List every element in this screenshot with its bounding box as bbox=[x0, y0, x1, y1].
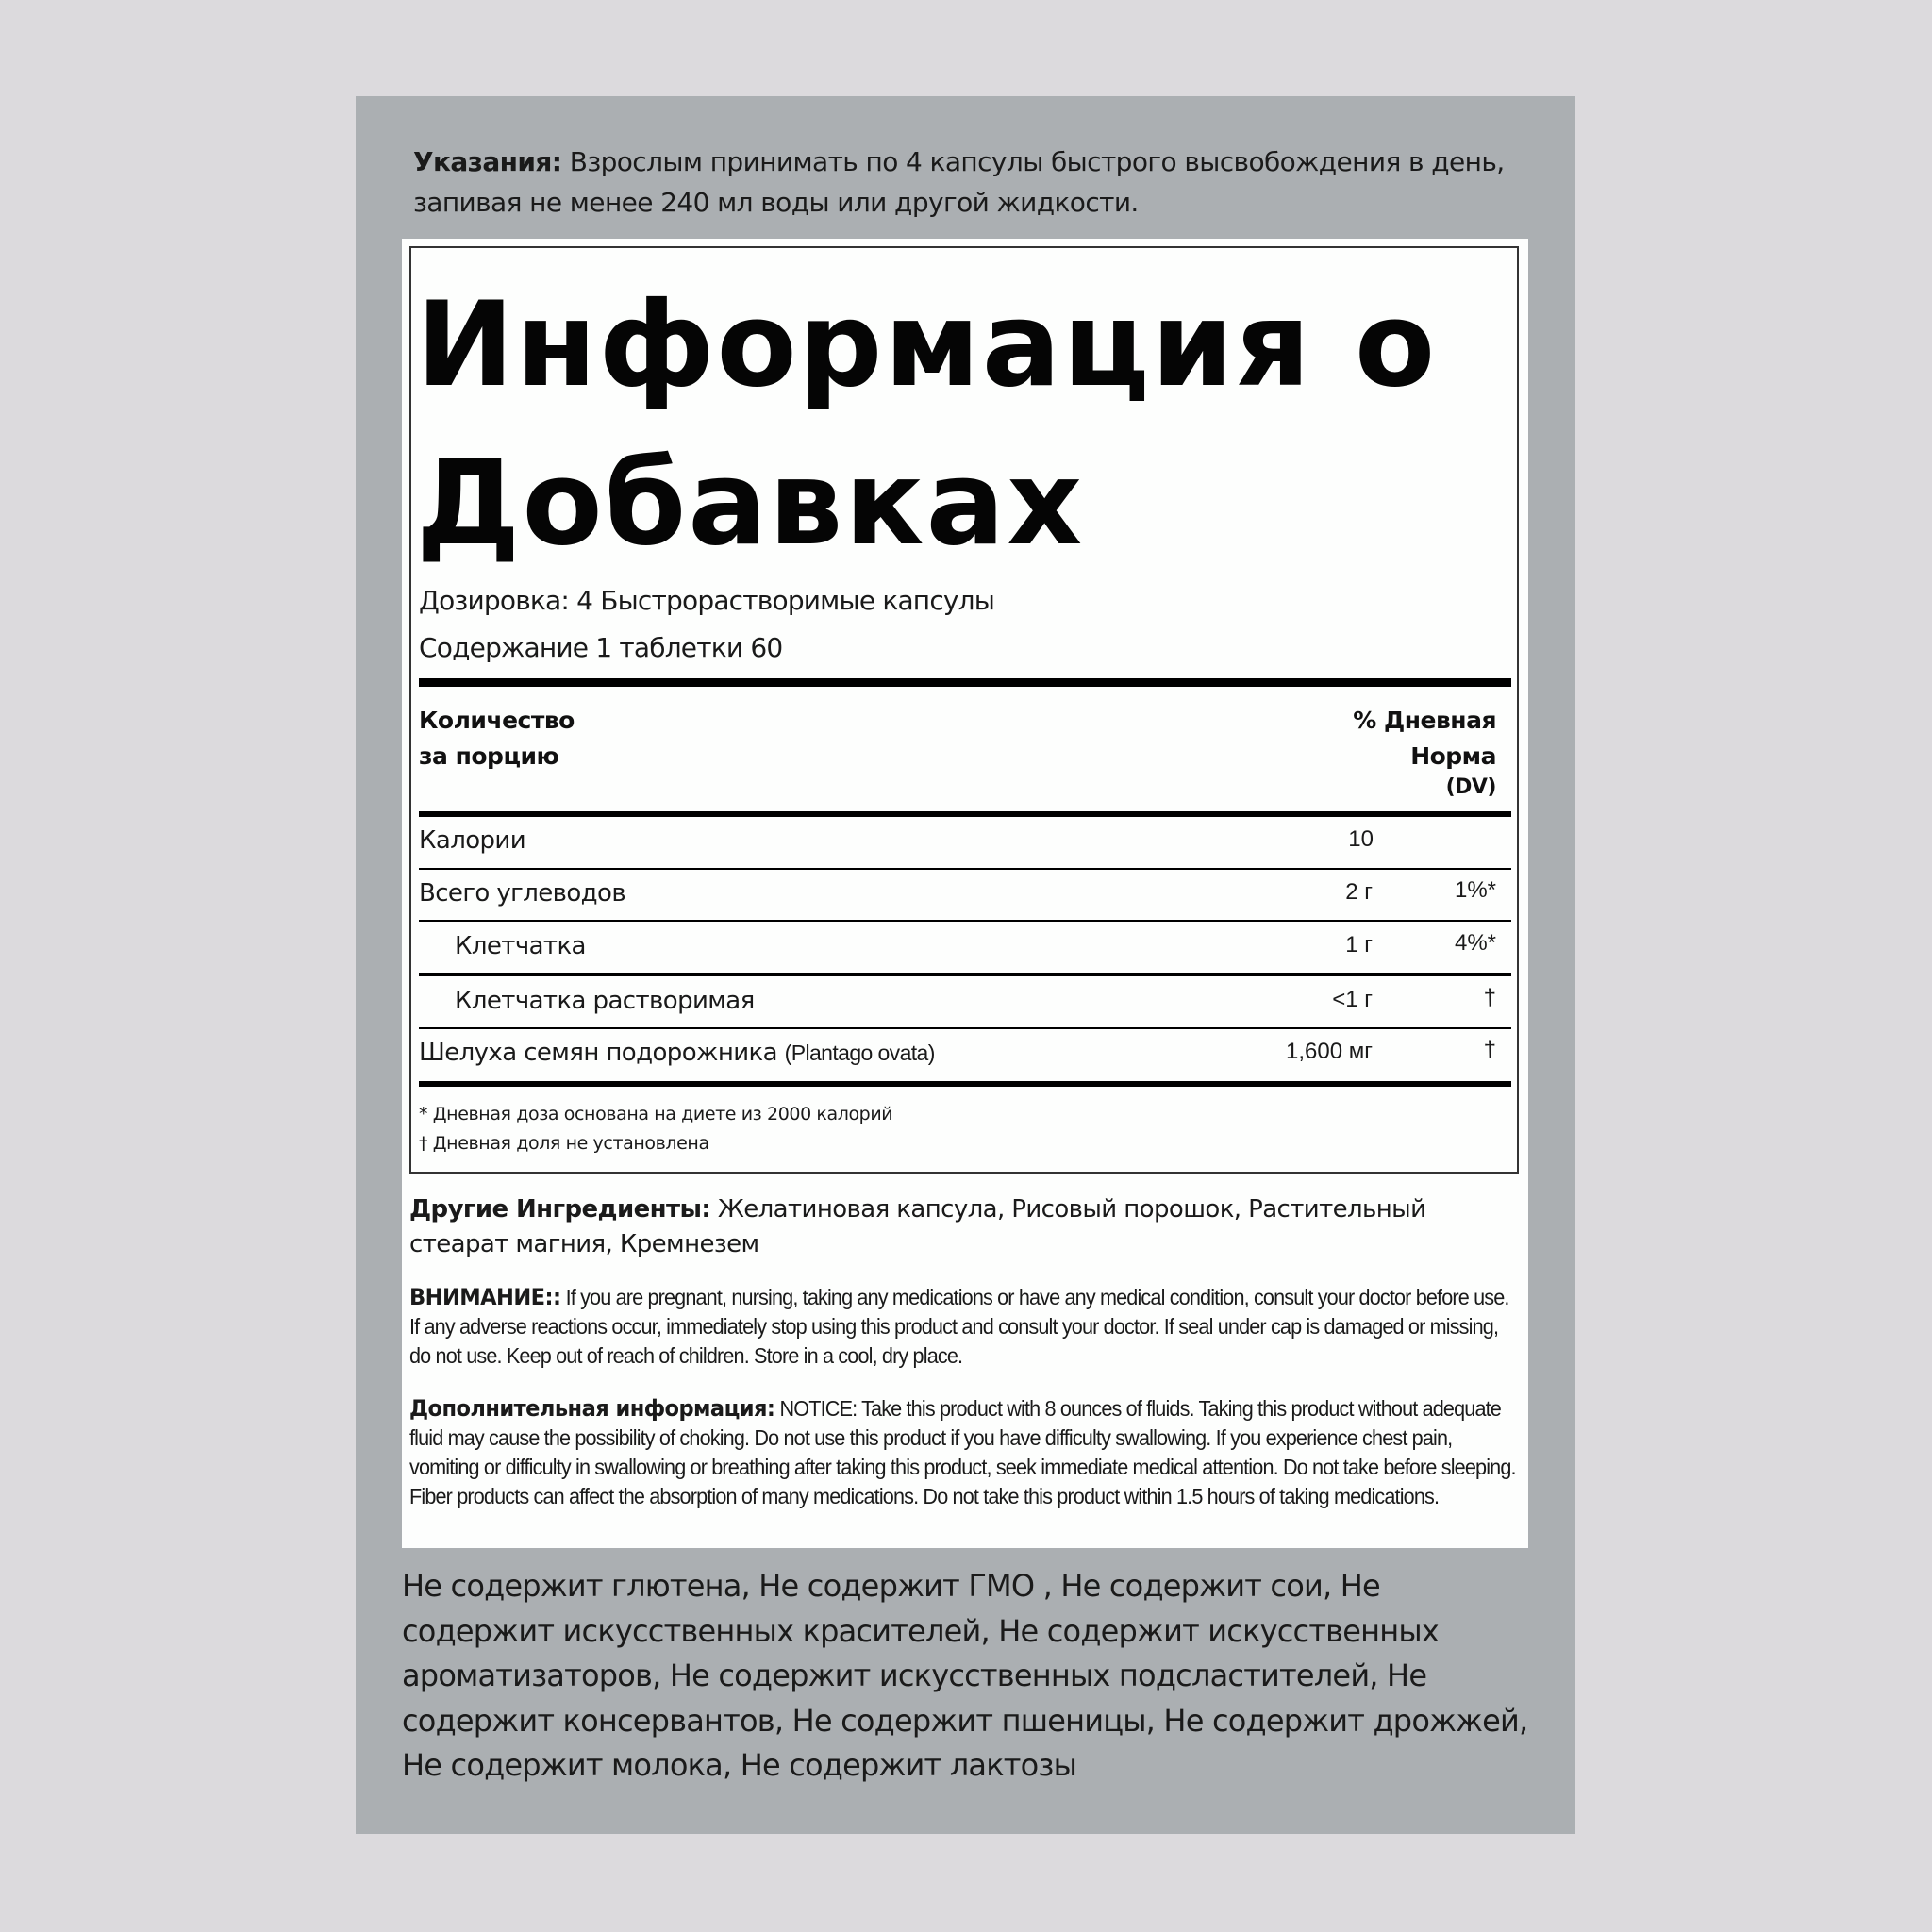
table-row-total-carbohydrates bbox=[419, 879, 1511, 917]
nutrient-name: Калории bbox=[419, 826, 526, 855]
additional-information bbox=[409, 1394, 1524, 1511]
nutrient-amount: 1,600 мг bbox=[1286, 1039, 1373, 1064]
warning-text: If you are pregnant, nursing, taking any medications or have any medical condition, consult your doctor before use. If any adverse reactions occur, immediately stop using this product and consult your doctor. If seal under cap is damaged or missing, do not use. Keep out of reach of children. Store in a cool, dry place. bbox=[409, 1285, 1509, 1368]
rule-thick-top bbox=[419, 678, 1511, 687]
additional-information-text: NOTICE: Take this product with 8 ounces of fluids. Taking this product without adequate fluid may cause the possibility of choking. Do not use this product if you have difficulty swallowing. If you experience chest pain, vomiting or difficulty in swallowing or breathing after taking this product, seek immediate medical attention. Do not take before sleeping. Fiber products can affect the absorption of many medications. Do not take this product within 1.5 hours of taking medications. bbox=[409, 1396, 1516, 1508]
rule-thick-bottom bbox=[419, 1081, 1511, 1087]
rule-thick-header bbox=[419, 811, 1511, 817]
footnote-dv-not-established: † Дневная доля не установлена bbox=[419, 1133, 709, 1154]
amount-header-line1: Количество bbox=[419, 707, 575, 734]
warning-label: ВНИМАНИЕ:: bbox=[409, 1284, 561, 1310]
directions-label: Указания: bbox=[413, 146, 562, 177]
table-row-soluble-fiber bbox=[419, 987, 1511, 1024]
warning bbox=[409, 1283, 1524, 1371]
dv-header-line1: % Дневная bbox=[1353, 707, 1496, 734]
nutrient-scientific-name: (Plantago ovata) bbox=[784, 1041, 935, 1065]
directions bbox=[413, 142, 1526, 223]
nutrient-amount: 10 bbox=[1348, 826, 1374, 852]
nutrient-dv: 4%* bbox=[1454, 930, 1496, 956]
serving-size: Дозировка: 4 Быстрорастворимые капсулы bbox=[419, 585, 995, 616]
nutrient-amount: <1 г bbox=[1332, 987, 1373, 1012]
rule-thin bbox=[419, 1027, 1511, 1029]
other-ingredients bbox=[409, 1192, 1523, 1262]
servings-per-container: Содержание 1 таблетки 60 bbox=[419, 632, 783, 663]
rule-medium bbox=[419, 973, 1511, 976]
daily-value-header bbox=[1353, 703, 1496, 801]
nutrient-amount: 1 г bbox=[1345, 932, 1373, 958]
table-row-psyllium-husk bbox=[419, 1039, 1511, 1076]
rule-thin bbox=[419, 868, 1511, 870]
amount-per-serving-header bbox=[419, 703, 575, 774]
nutrient-name: Клетчатка bbox=[455, 932, 586, 960]
nutrient-dv: † bbox=[1483, 985, 1496, 1010]
dv-header-line2: Норма bbox=[1410, 742, 1496, 770]
table-row-fiber bbox=[419, 932, 1511, 970]
nutrient-name bbox=[419, 1039, 935, 1067]
free-from-statement: Не содержит глютена, Не содержит ГМО , Не содержит сои, Не содержит искусственных красителей, Не содержит искусственных ароматизаторов, Не содержит искусственных подсластителей, Не содержит консервантов, Не содержит пшеницы, Не содержит дрожжей, Не содержит молока, Не содержит лактозы bbox=[402, 1568, 1528, 1783]
nutrient-dv: † bbox=[1483, 1037, 1496, 1062]
nutrient-name: Всего углеводов bbox=[419, 879, 626, 908]
nutrient-dv: 1%* bbox=[1454, 877, 1496, 903]
other-ingredients-text: Желатиновая капсула, Рисовый порошок, Растительный стеарат магния, Кремнезем bbox=[409, 1195, 1426, 1258]
other-ingredients-label: Другие Ингредиенты: bbox=[409, 1195, 711, 1224]
footnote-daily-value: * Дневная доза основана на диете из 2000 калорий bbox=[419, 1104, 893, 1124]
nutrient-name-text: Шелуха семян подорожника bbox=[419, 1039, 777, 1067]
table-row-calories bbox=[419, 826, 1511, 864]
nutrient-amount: 2 г bbox=[1345, 879, 1373, 905]
rule-thin bbox=[419, 920, 1511, 922]
additional-information-label: Дополнительная информация: bbox=[409, 1395, 775, 1422]
directions-text: Взрослым принимать по 4 капсулы быстрого высвобождения в день, запивая не менее 240 мл воды или другой жидкости. bbox=[413, 146, 1505, 218]
amount-header-line2: за порцию bbox=[419, 742, 559, 770]
dv-header-line3: (DV) bbox=[1445, 775, 1496, 799]
supplement-facts-title: Информация о Добавках bbox=[416, 277, 1438, 572]
nutrient-name: Клетчатка растворимая bbox=[455, 987, 755, 1015]
